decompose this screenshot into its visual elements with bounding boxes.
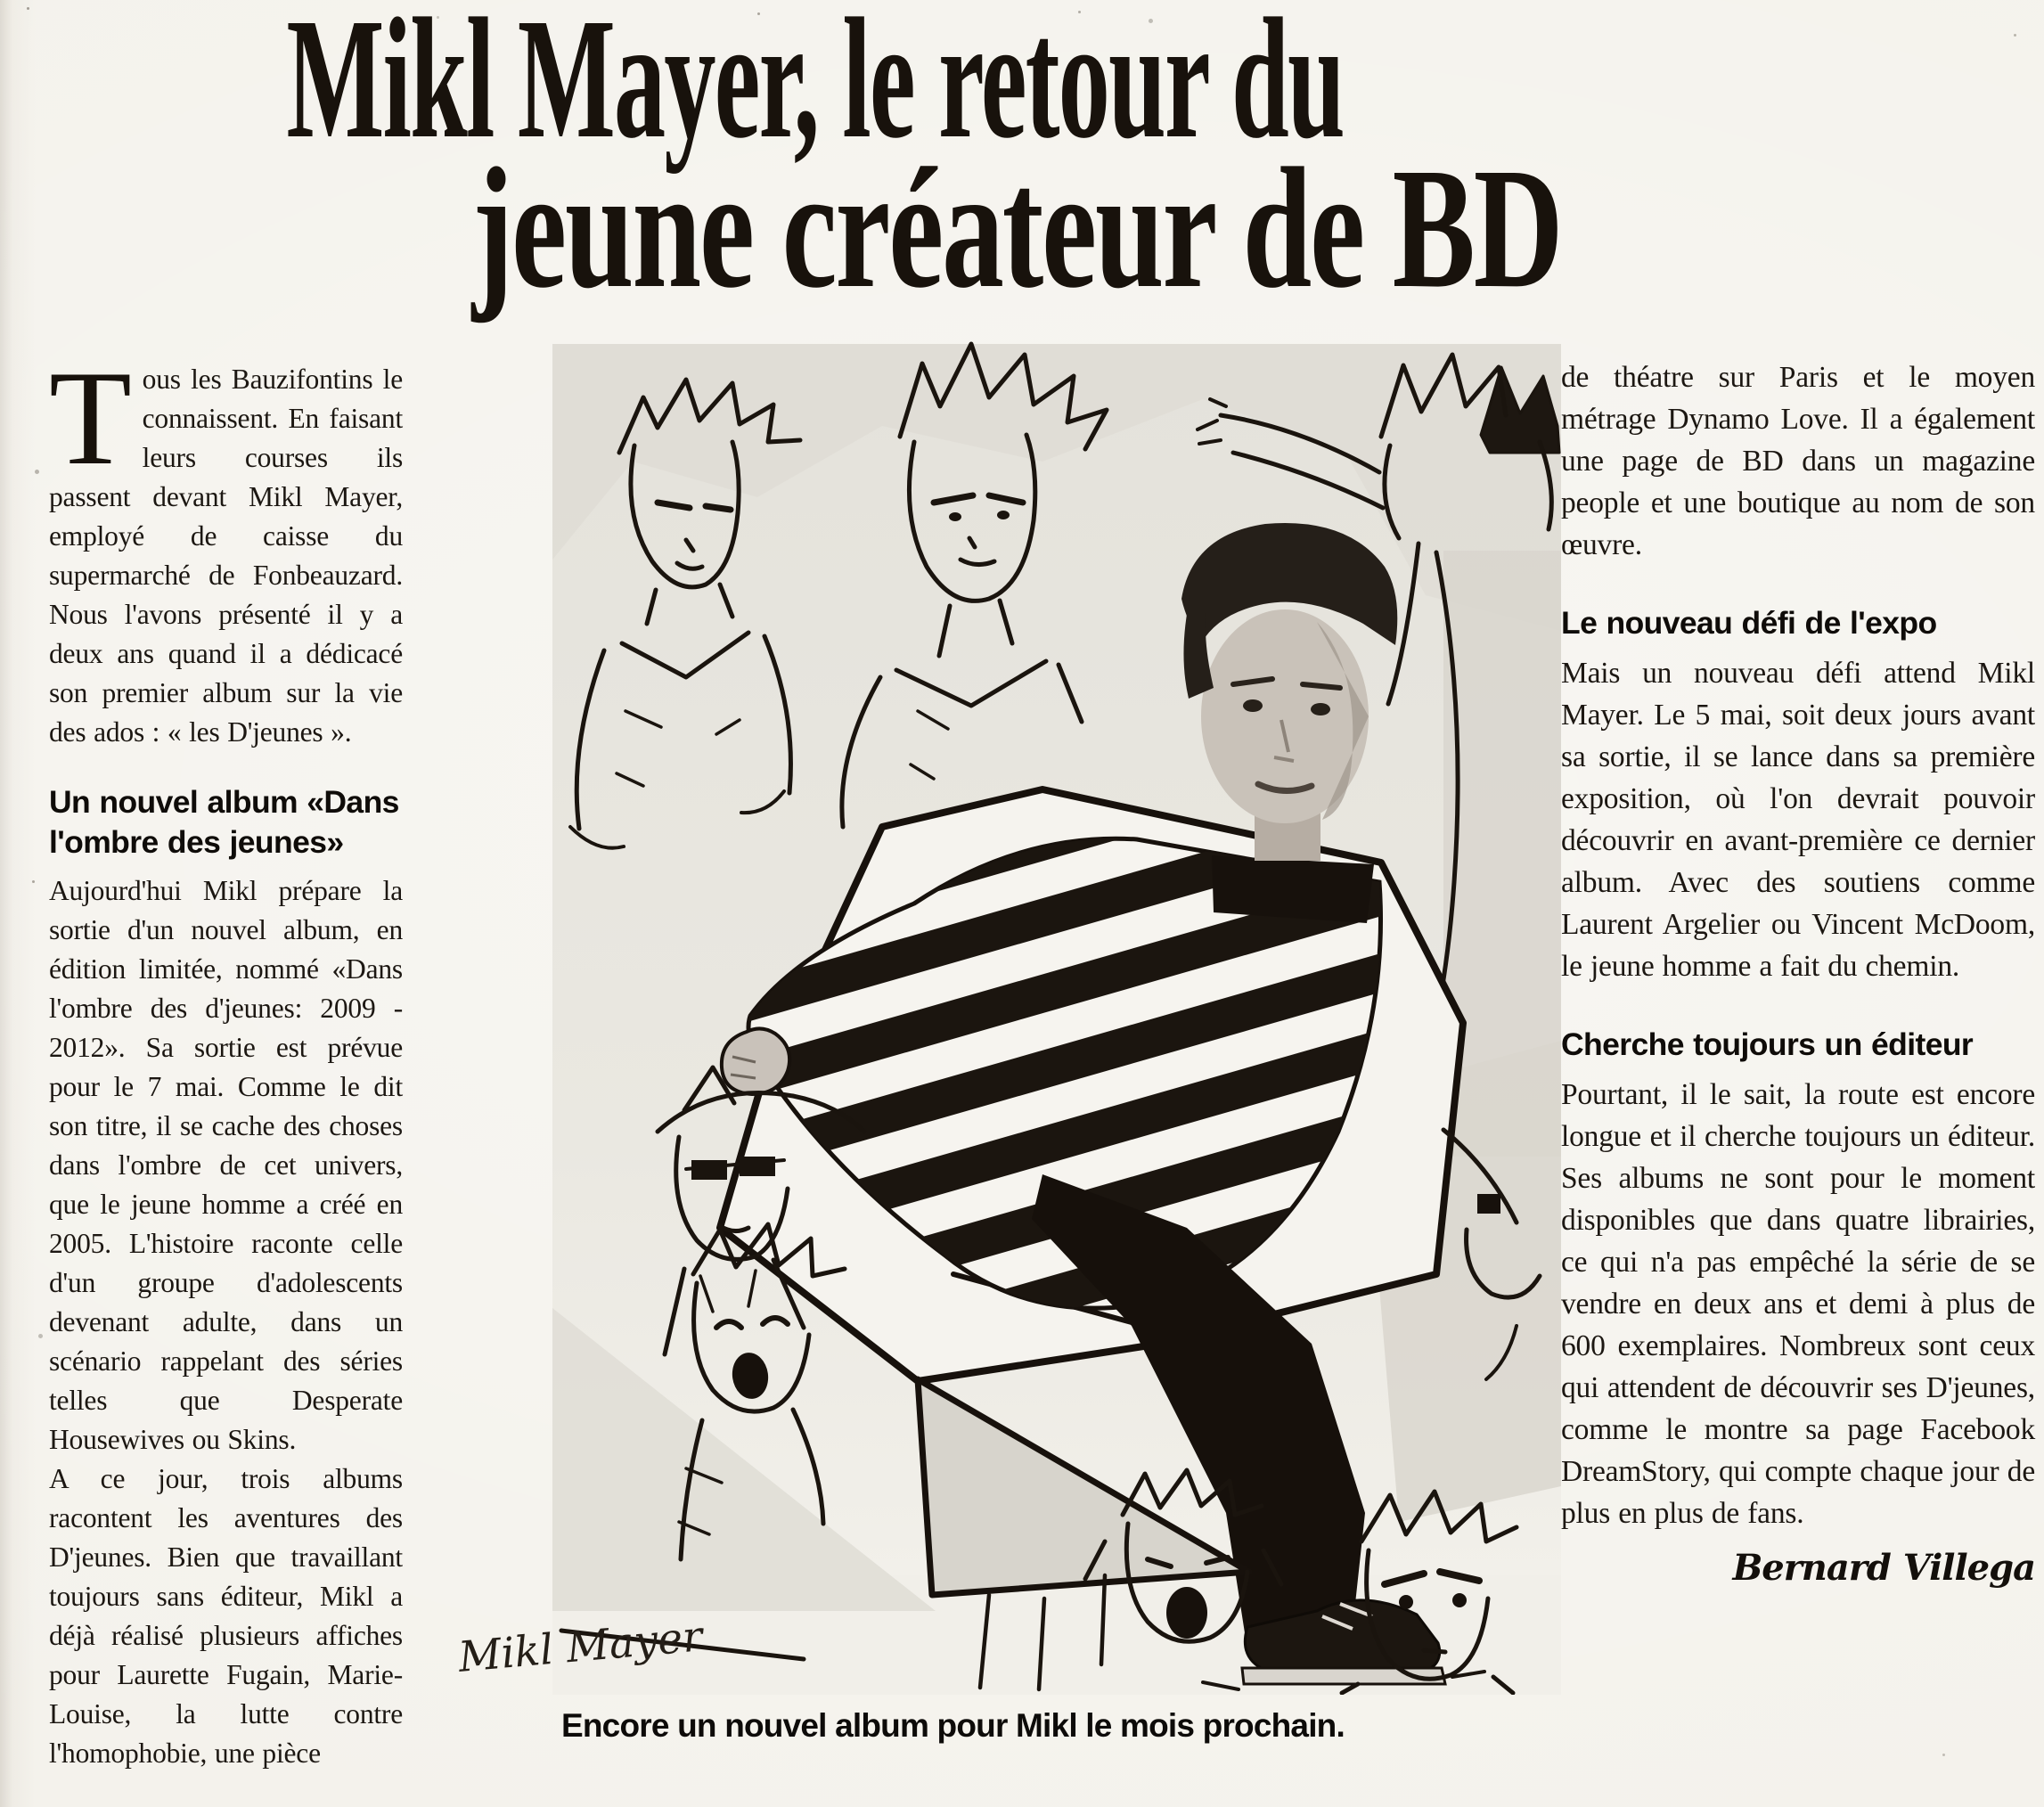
artist-signature: Mikl Mayer	[456, 1612, 705, 1682]
article-illustration	[419, 328, 1561, 1745]
paragraph: de théatre sur Paris et le moyen métrage Dynamo Love. Il a également une page de BD dans un magazine people et une boutique au nom de son œuvre.	[1561, 361, 2035, 561]
subhead-nouvel-album: Un nouvel album «Dans l'ombre des jeunes»	[49, 784, 399, 860]
headline-line-2: jeune créateur de BD	[471, 132, 1562, 323]
paragraph: Mais un nouveau défi attend Mikl Mayer. Le 5 mai, soit deux jours avant sa sortie, il se lance dans sa première exposition, où l'on devrait pouvoir découvrir en avant-première ce dernier album. Avec des soutiens comme Laurent Argelier ou Vincent McDoom, le jeune homme a fait du chemin.	[1561, 657, 2035, 983]
lead-paragraph: Tous les Bauzifontins le connaissent. En faisant leurs courses ils passent devant Mikl Mayer, employé de caisse du supermarché de Fonbeauzard. Nous l'avons présenté il y a deux ans quand il a dédicacé son premier album sur la vie des ados : « les D'jeunes ».	[49, 343, 403, 748]
subhead-nouveau-defi: Le nouveau défi de l'expo	[1561, 605, 1937, 641]
paragraph: Aujourd'hui Mikl prépare la sortie d'un nouvel album, en édition limitée, nommé «Dans l'ombre des d'jeunes: 2009 - 2012». Sa sortie est prévue pour le 7 mai. Comme le dit son titre, il se cache des choses dans l'ombre de cet univers, que le jeune homme a créé en 2005. L'histoire raconte celle d'un groupe d'adolescents devenant adulte, dans un scénario rappelant des séries telles que Desperate Housewives ou Skins.	[49, 875, 403, 1455]
illustration-collage	[419, 328, 1561, 1695]
headline-line-1: Mikl Mayer, le retour du	[286, 0, 1345, 174]
drop-cap: T	[49, 343, 132, 493]
paragraph: A ce jour, trois albums racontent les aventures des D'jeunes. Bien que travaillant toujours sans éditeur, Mikl a déjà réalisé plusieurs affiches pour Laurette Fugain, Marie-Louise, la lutte contre l'homophobie, une pièce	[49, 1463, 403, 1769]
right-column	[1561, 356, 2035, 1800]
paragraph: Pourtant, il le sait, la route est encore longue et il cherche toujours un éditeur. Ses albums ne sont pour le moment disponibles que dans quatre librairies, ce qui n'a pas empêché la série de se vendre en deux ans et demi à plus de 600 exemplaires. Nombreux sont ceux qui attendent de découvrir ses D'jeunes, comme le montre sa page Facebook DreamStory, qui compte chaque jour de plus en plus de fans.	[1561, 1078, 2035, 1530]
article-headline	[0, 0, 2044, 323]
left-column	[49, 343, 403, 1786]
photo-caption: Encore un nouvel album pour Mikl le mois prochain.	[561, 1707, 1345, 1744]
author-byline: Bernard Villega	[1732, 1547, 2035, 1589]
subhead-cherche-editeur: Cherche toujours un éditeur	[1561, 1026, 1974, 1062]
